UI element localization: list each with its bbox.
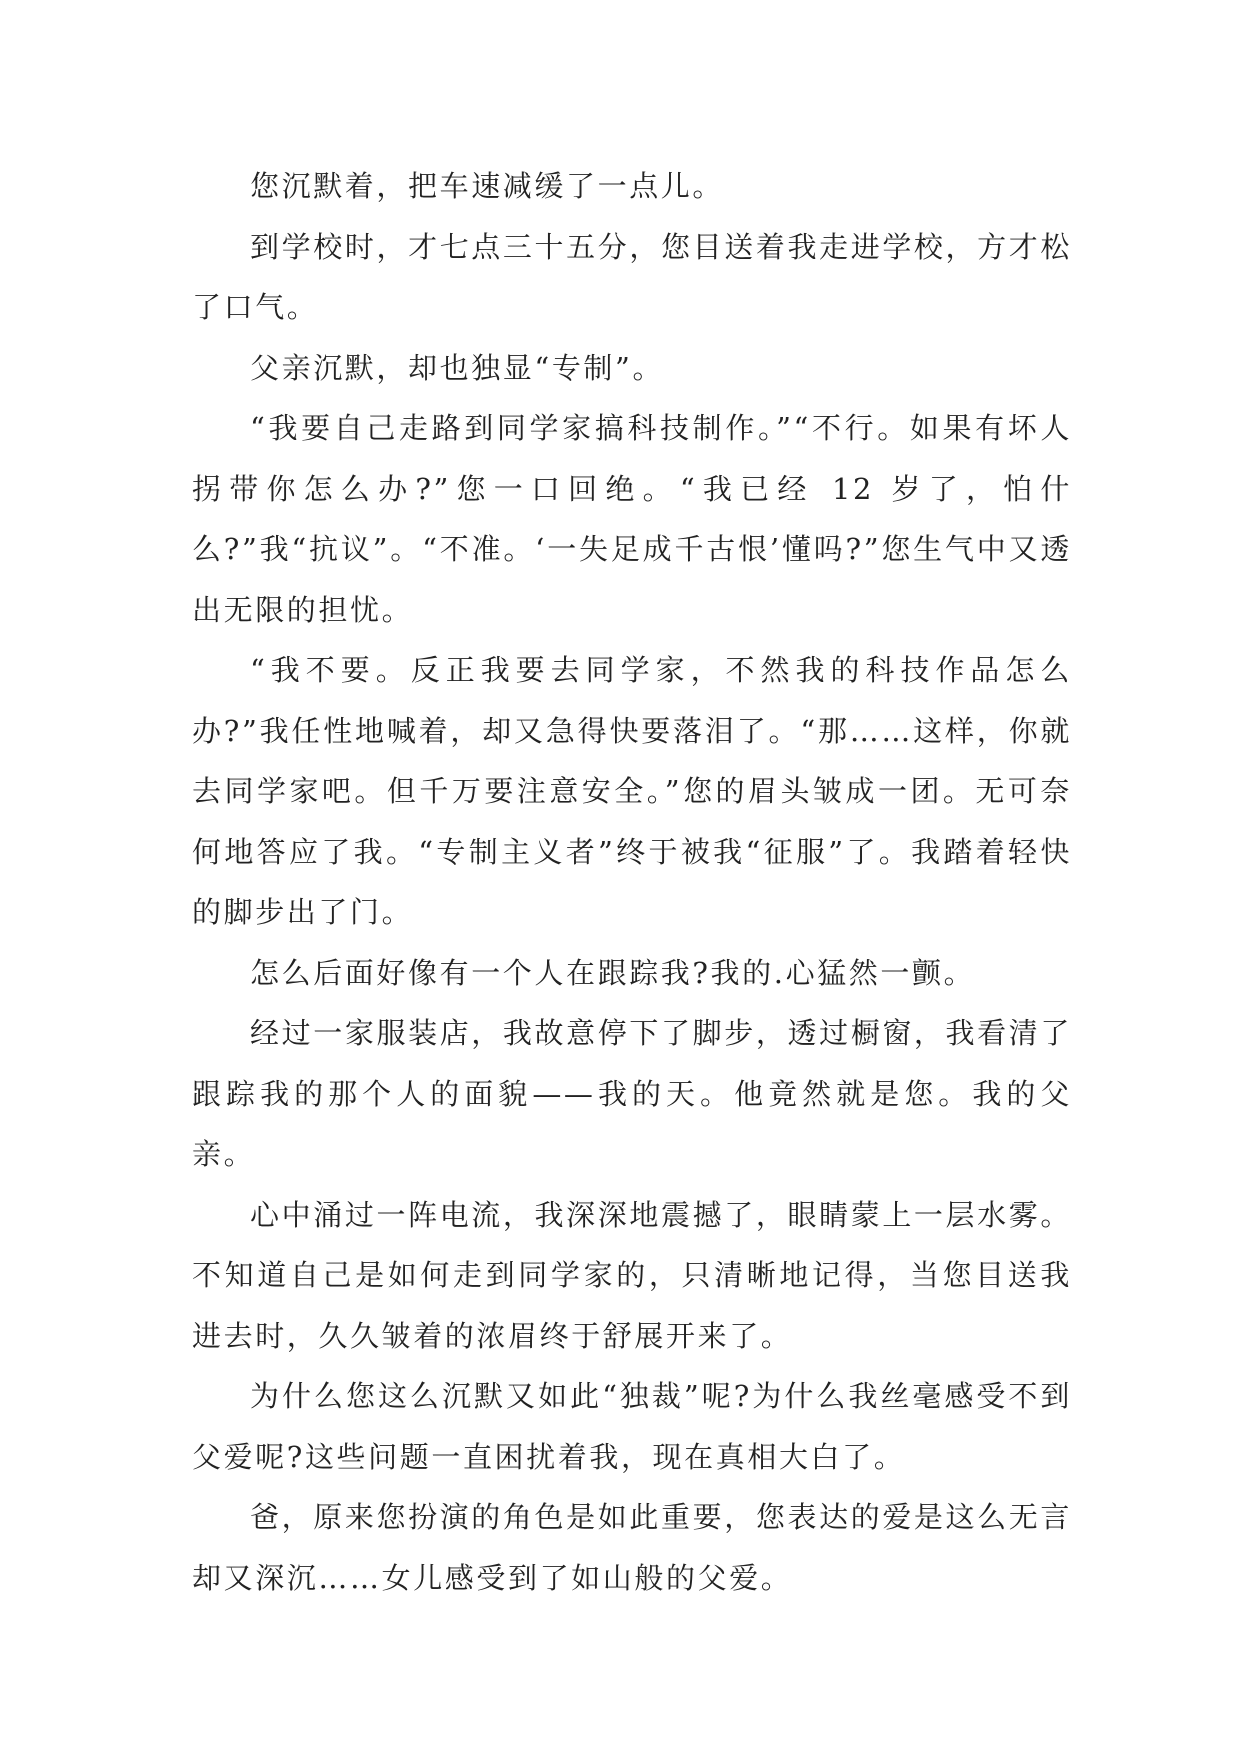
paragraph-6: 怎么后面好像有一个人在跟踪我?我的.心猛然一颤。	[250, 955, 976, 990]
paragraph-9: 为什么您这么沉默又如此“独裁”呢?为什么我丝毫感受不到父爱呢?这些问题一直困扰着我，现在真相大白了。	[192, 1379, 1072, 1474]
paragraph-1: 您沉默着，把车速减缓了一点儿。	[250, 169, 725, 203]
essay-body	[192, 156, 1072, 1608]
paragraph-8: 心中涌过一阵电流，我深深地震撼了，眼睛蒙上一层水雾。不知道自己是如何走到同学家的，只清晰地记得，当您目送我进去时，久久皱着的浓眉终于舒展开来了。	[192, 1197, 1072, 1353]
paragraph-10: 爸，原来您扮演的角色是如此重要，您表达的爱是这么无言却又深沉……女儿感受到了如山般的父爱。	[192, 1500, 1072, 1595]
paragraph-3: 父亲沉默，却也独显“专制”。	[250, 350, 665, 385]
paragraph-5: “我不要。反正我要去同学家，不然我的科技作品怎么办?”我任性地喊着，却又急得快要落泪了。“那……这样，你就去同学家吧。但千万要注意安全。”您的眉头皱成一团。无可奈何地答应了我。“专制主义者”终于被我“征服”了。我踏着轻快的脚步出了门。	[192, 653, 1072, 929]
paragraph-4: “我要自己走路到同学家搞科技制作。”“不行。如果有坏人拐带你怎么办?”您一口回绝。“我已经 12 岁了，怕什么?”我“抗议”。“不准。‘一失足成千古恨’懂吗?”您生气中又透出无限的担忧。	[192, 411, 1072, 627]
paragraph-2: 到学校时，才七点三十五分，您目送着我走进学校，方才松了口气。	[192, 229, 1072, 324]
paragraph-7: 经过一家服装店，我故意停下了脚步，透过橱窗，我看清了跟踪我的那个人的面貌——我的天。他竟然就是您。我的父亲。	[192, 1016, 1072, 1171]
